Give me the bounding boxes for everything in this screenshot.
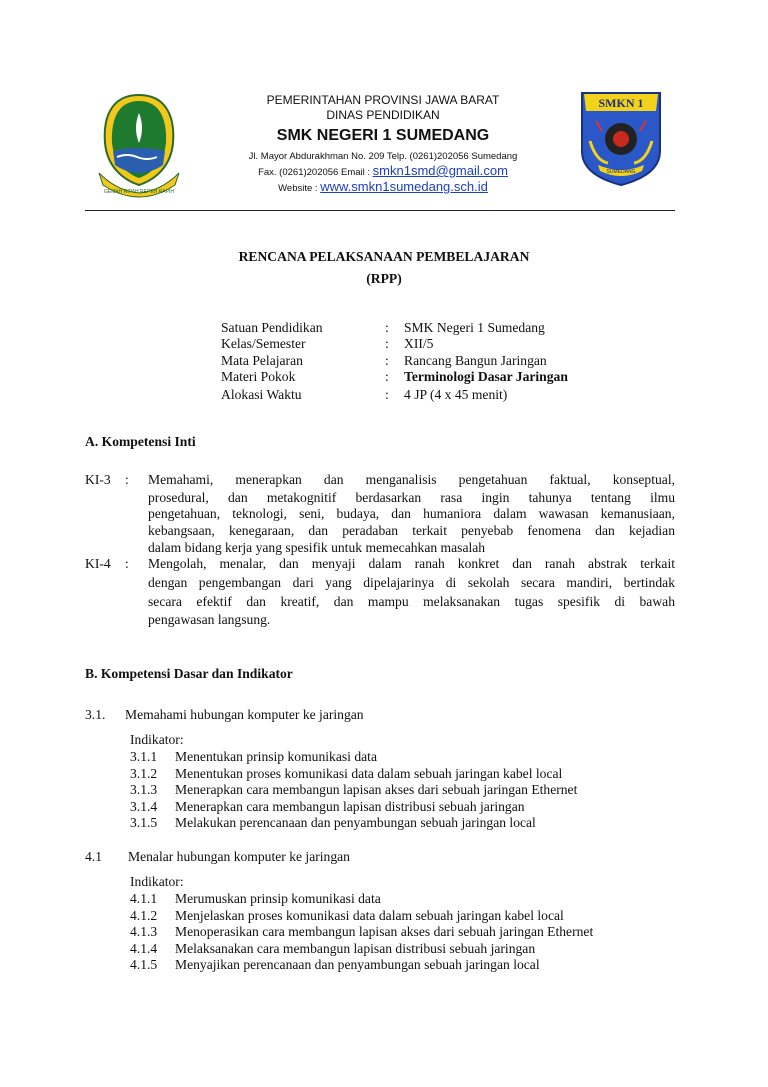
info-colon: : [385, 320, 389, 335]
logo-sub: SUMEDANG [606, 169, 636, 175]
indikator-number: 4.1.3 [130, 924, 158, 939]
logo-label: SMKN 1 [598, 96, 644, 110]
document-title: RENCANA PELAKSANAAN PEMBELAJARAN [238, 249, 530, 264]
indikator-number: 4.1.1 [130, 891, 158, 906]
ki-text-line: Mengolah, menalar, dan menyaji dalam ranah konkret dan ranah abstrak terkait [148, 556, 675, 571]
indikator-text: Menerapkan cara membangun lapisan distribusi sebuah jaringan [175, 798, 525, 814]
ki-text-line: kebangsaan, kenegaraan, dan peradaban terkait penyebab fenomena dan kejadian [148, 523, 675, 538]
kd-number: 4.1 [85, 849, 102, 864]
indikator-text: Menyajikan perencanaan dan penyambungan sebuah jaringan local [175, 957, 540, 972]
info-colon: : [385, 353, 389, 368]
ki-code: KI-3 [85, 472, 111, 487]
header-school-name: SMK NEGERI 1 SUMEDANG [276, 127, 490, 144]
indikator-number: 3.1.2 [130, 765, 158, 781]
info-colon: : [385, 336, 389, 351]
indikator-text: Merumuskan prinsip komunikasi data [175, 891, 381, 906]
indikator-number: 3.1.3 [130, 782, 158, 797]
info-value: XII/5 [404, 336, 434, 351]
info-value: 4 JP (4 x 45 menit) [404, 387, 508, 402]
info-label: Kelas/Semester [221, 336, 306, 351]
header-address: Jl. Mayor Abdurakhman No. 209 Telp. (0261)202056 Sumedang [248, 151, 518, 162]
header-government: PEMERINTAHAN PROVINSI JAWA BARAT [266, 93, 500, 107]
website-link[interactable]: www.smkn1sumedang.sch.id [320, 179, 488, 194]
info-label: Satuan Pendidikan [221, 320, 323, 335]
header-divider [85, 210, 675, 211]
info-value: Rancang Bangun Jaringan [404, 353, 547, 368]
indikator-text: Menjelaskan proses komunikasi data dalam sebuah jaringan kabel local [175, 907, 564, 923]
ki-code: KI-4 [85, 556, 111, 571]
ki-colon: : [125, 472, 129, 487]
ki-text-line: dengan pengembangan dari yang dipelajarinya di sekolah secara mandiri, bertindak [148, 575, 675, 590]
indikator-number: 4.1.5 [130, 957, 158, 972]
indikator-text: Menentukan proses komunikasi data dalam sebuah jaringan kabel local [175, 765, 563, 781]
document-subtitle: (RPP) [366, 271, 402, 286]
section-a-heading: A. Kompetensi Inti [85, 434, 196, 449]
indikator-number: 3.1.1 [130, 749, 158, 764]
ki-text-line: Memahami, menerapkan dan menganalisis pengetahuan faktual, konseptual, [148, 472, 675, 487]
kd-text: Menalar hubungan komputer ke jaringan [128, 849, 350, 864]
kd-number: 3.1. [85, 707, 106, 722]
section-b-heading: B. Kompetensi Dasar dan Indikator [85, 666, 293, 681]
indikator-number: 4.1.2 [130, 907, 158, 923]
crest-motto: GEMAH RIPAH REPEH RAPIH [104, 189, 174, 195]
info-value: Terminologi Dasar Jaringan [404, 369, 568, 384]
indikator-text: Menentukan prinsip komunikasi data [175, 749, 377, 764]
ki-text-line: prosedural, dan metakognitif berdasarkan rasa ingin tahunya tentang ilmu [148, 490, 675, 505]
ki-text-line: pengawasan langsung. [148, 612, 271, 627]
ki-text-line: dalam bidang kerja yang spesifik untuk memecahkan masalah [148, 540, 486, 555]
ki-text-line: pengetahuan, teknologi, seni, budaya, dan humaniora dalam wawasan kemanusiaan, [148, 506, 675, 521]
indikator-number: 4.1.4 [130, 940, 158, 956]
indikator-number: 3.1.4 [130, 798, 158, 814]
info-value: SMK Negeri 1 Sumedang [404, 320, 545, 335]
info-label: Alokasi Waktu [221, 387, 302, 402]
indikator-label: Indikator: [130, 874, 184, 889]
email-link[interactable]: smkn1smd@gmail.com [372, 163, 508, 178]
info-colon: : [385, 387, 389, 402]
indikator-text: Menoperasikan cara membangun lapisan akses dari sebuah jaringan Ethernet [175, 924, 594, 939]
indikator-text: Menerapkan cara membangun lapisan akses dari sebuah jaringan Ethernet [175, 782, 578, 797]
ki-text-line: secara efektif dan kreatif, dan mampu melaksanakan tugas spesifik di bawah [148, 594, 675, 609]
header-contact [0, 163, 766, 178]
ki-colon: : [125, 556, 129, 571]
header-department: DINAS PENDIDIKAN [326, 108, 440, 122]
indikator-text: Melakukan perencanaan dan penyambungan sebuah jaringan local [175, 815, 536, 830]
info-label: Mata Pelajaran [221, 353, 303, 368]
kd-text: Memahami hubungan komputer ke jaringan [125, 707, 364, 722]
info-label: Materi Pokok [221, 369, 296, 384]
website-label: Website : [278, 183, 321, 194]
header-website [0, 179, 766, 194]
indikator-label: Indikator: [130, 732, 184, 747]
fax-label: Fax. (0261)202056 Email : [258, 167, 373, 178]
indikator-number: 3.1.5 [130, 815, 158, 830]
info-colon: : [385, 369, 389, 384]
indikator-text: Melaksanakan cara membangun lapisan distribusi sebuah jaringan [175, 940, 536, 956]
